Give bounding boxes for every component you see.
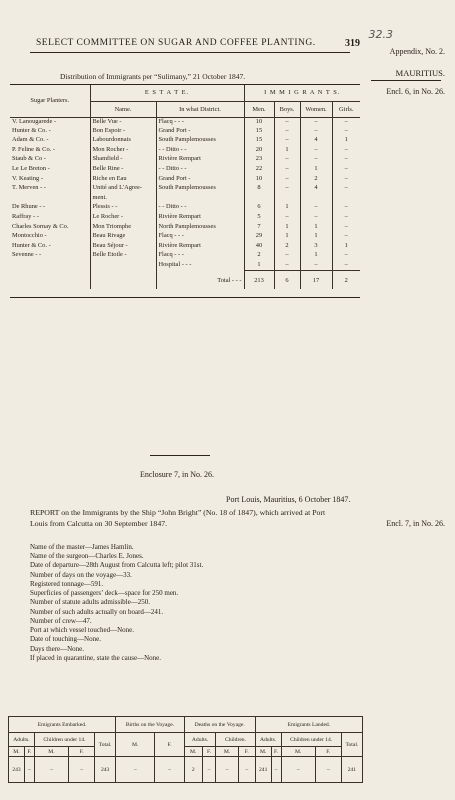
voyage-field: Name of the surgeon—Charles E. Jones. [30, 552, 144, 561]
boys-cell: 1 [274, 232, 300, 242]
men-cell: 1 [244, 261, 274, 271]
estate-name-cell: Plessis - - [90, 203, 156, 213]
sub-m: M. [34, 747, 68, 757]
men-cell: 10 [244, 175, 274, 185]
girls-cell: – [344, 164, 348, 172]
embarked-total: Total. [95, 733, 116, 757]
estate-name-cell: Unité and L'Agree- [90, 184, 156, 194]
district-cell [156, 194, 244, 204]
voyage-field: Date of touching—None. [30, 635, 101, 644]
section-divider [150, 455, 210, 456]
col-immigrants: I M M I G R A N T S. [244, 85, 360, 101]
distribution-row [10, 203, 360, 213]
sub-m: M. [184, 747, 202, 757]
men-cell [244, 194, 274, 204]
landed-adults: Adults. [255, 733, 281, 747]
women-cell: – [300, 127, 332, 137]
col-women: Women. [300, 101, 332, 117]
planter-cell: Sevenne - - [10, 251, 90, 261]
men-cell: 2 [244, 251, 274, 261]
girls-cell: – [344, 212, 348, 220]
men-cell: 15 [244, 136, 274, 146]
landing-value-cell: – [24, 757, 34, 783]
distribution-row [10, 194, 360, 204]
col-district: In what District. [156, 101, 244, 117]
distribution-row [10, 155, 360, 165]
boys-cell: – [274, 175, 300, 185]
landing-value-cell: – [271, 757, 281, 783]
women-cell: 1 [300, 165, 332, 175]
district-cell: - - Ditto - - [156, 146, 244, 156]
margin-colony: MAURITIUS. [395, 68, 445, 78]
embarked-children: Children under 14. [34, 733, 94, 747]
distribution-table-wrap [10, 84, 360, 290]
distribution-row [10, 232, 360, 242]
col-estate: E S T A T E. [90, 85, 244, 101]
planter-cell: De Rhune - - [10, 203, 90, 213]
voyage-field: Port at which vessel touched—None. [30, 626, 135, 635]
women-cell: – [300, 261, 332, 271]
col-men: Men. [244, 101, 274, 117]
landing-value-cell: – [202, 757, 216, 783]
landing-values-row [9, 757, 363, 783]
planter-cell: T. Merven - - [10, 184, 90, 194]
boys-cell: – [274, 155, 300, 165]
sub-f: F. [271, 747, 281, 757]
running-head: SELECT COMMITTEE ON SUGAR AND COFFEE PLANTING. [36, 38, 316, 48]
boys-cell: – [274, 184, 300, 194]
distribution-total-row [10, 271, 360, 289]
girls-cell: 1 [344, 241, 348, 249]
landed-children: Children under 14. [281, 733, 341, 747]
women-cell: 3 [300, 242, 332, 252]
handwritten-page-number: 32.3 [368, 28, 393, 41]
planter-cell: Raffray - - [10, 213, 90, 223]
group-embarked: Emigrants Embarked. [9, 717, 116, 733]
women-cell: 1 [300, 232, 332, 242]
distribution-row [10, 136, 360, 146]
estate-name-cell [90, 261, 156, 271]
voyage-field: Number of days on the voyage—33. [30, 570, 132, 579]
landing-value-cell: – [69, 757, 95, 783]
col-planters: Sugar Planters. [10, 85, 90, 117]
sub-m: M. [281, 747, 315, 757]
women-cell [300, 194, 332, 204]
men-cell: 7 [244, 223, 274, 233]
women-cell: 1 [300, 251, 332, 261]
total-boys: 6 [274, 271, 300, 289]
planter-cell: Hunter & Co. - [10, 242, 90, 252]
voyage-field: Number of such adults actually on board—241. [30, 607, 164, 616]
table-top-rule [10, 84, 360, 85]
landing-value-cell: – [155, 757, 184, 783]
sub-f: F. [238, 747, 255, 757]
boys-cell: – [274, 136, 300, 146]
planter-cell: Charles Sornay & Co. [10, 223, 90, 233]
estate-name-cell: Beau Rivage [90, 232, 156, 242]
boys-cell: – [274, 127, 300, 137]
sub-f: F. [69, 747, 95, 757]
planter-cell [10, 194, 90, 204]
men-cell: 23 [244, 155, 274, 165]
report-title: REPORT on the Immigrants by the Ship “John Bright” (No. 18 of 1847), which arrived at Port Louis from Calcutta on 30 September 1847. [30, 508, 326, 528]
planter-cell: P. Feline & Co. - [10, 146, 90, 156]
boys-cell: – [274, 213, 300, 223]
voyage-field: Date of departure—28th August from Calcutta left; pilot 31st. [30, 561, 204, 570]
margin-appendix: Appendix, No. 2. [389, 47, 445, 56]
births-m: M. [116, 733, 155, 757]
report-dateline: Port Louis, Mauritius, 6 October 1847. [226, 495, 351, 504]
distribution-row [10, 127, 360, 137]
women-cell: – [300, 213, 332, 223]
distribution-row [10, 165, 360, 175]
landing-value-cell: 241 [255, 757, 271, 783]
landing-value-cell: – [281, 757, 315, 783]
group-deaths: Deaths on the Voyage. [184, 717, 255, 733]
boys-cell: – [274, 117, 300, 127]
deaths-children: Children. [216, 733, 255, 747]
total-men: 213 [244, 271, 274, 289]
planter-cell: Adam & Co. - [10, 136, 90, 146]
sub-m: M. [9, 747, 25, 757]
estate-name-cell: Beau Séjour - [90, 242, 156, 252]
total-label: Total - - - [156, 271, 244, 289]
col-girls: Girls. [332, 101, 360, 117]
estate-name-cell: Le Rocher - [90, 213, 156, 223]
men-cell: 15 [244, 127, 274, 137]
planter-cell: Hunter & Co. - [10, 127, 90, 137]
estate-name-cell: Mon Rocher - [90, 146, 156, 156]
landing-value-cell: – [216, 757, 238, 783]
men-cell: 6 [244, 203, 274, 213]
voyage-field: Number of statute adults admissible—250. [30, 598, 150, 607]
landing-value-cell: 2 [184, 757, 202, 783]
landing-table-wrap [8, 716, 363, 783]
deaths-adults: Adults. [184, 733, 216, 747]
distribution-row [10, 175, 360, 185]
planter-cell: V. Lanougarede - [10, 117, 90, 127]
estate-name-cell: Bon Espoir - [90, 127, 156, 137]
girls-cell: – [344, 174, 348, 182]
landing-table [8, 716, 363, 783]
district-cell: Flacq - - - [156, 251, 244, 261]
girls-cell: – [344, 251, 348, 259]
margin-rule [371, 80, 441, 81]
men-cell: 40 [244, 242, 274, 252]
distribution-row [10, 117, 360, 127]
district-cell: Grand Port - [156, 127, 244, 137]
boys-cell [274, 194, 300, 204]
estate-name-cell: Belle Vue - [90, 117, 156, 127]
women-cell: – [300, 146, 332, 156]
girls-cell: – [344, 232, 348, 240]
district-cell: - - Ditto - - [156, 165, 244, 175]
boys-cell: 1 [274, 203, 300, 213]
distribution-rows [10, 117, 360, 289]
planter-cell [10, 261, 90, 271]
voyage-field: If placed in quarantine, state the cause—None. [30, 653, 162, 662]
col-name: Name. [90, 101, 156, 117]
girls-cell [332, 194, 360, 204]
men-cell: 20 [244, 146, 274, 156]
group-landed: Emigrants Landed. [255, 717, 362, 733]
landing-value-cell: – [315, 757, 341, 783]
district-cell: Flacq - - - [156, 232, 244, 242]
distribution-row [10, 184, 360, 194]
landing-value-cell: – [116, 757, 155, 783]
men-cell: 29 [244, 232, 274, 242]
girls-cell: – [344, 260, 348, 268]
district-cell: North Pamplemousses [156, 223, 244, 233]
women-cell: 1 [300, 223, 332, 233]
voyage-fields [30, 543, 203, 663]
estate-name-cell: ment. [90, 194, 156, 204]
planter-cell: V. Keating - [10, 175, 90, 185]
district-cell: Grand Port - [156, 175, 244, 185]
district-cell: Rivière Rempart [156, 242, 244, 252]
embarked-adults: Adults. [9, 733, 35, 747]
men-cell: 10 [244, 117, 274, 127]
estate-name-cell: Labourdonnais [90, 136, 156, 146]
men-cell: 22 [244, 165, 274, 175]
girls-cell: – [344, 117, 348, 125]
margin-encl-7: Encl. 7, in No. 26. [386, 519, 445, 528]
col-boys: Boys. [274, 101, 300, 117]
boys-cell: – [274, 165, 300, 175]
district-cell: - - Ditto - - [156, 203, 244, 213]
landed-total: Total. [341, 733, 362, 757]
voyage-field: Days there—None. [30, 644, 85, 653]
men-cell: 5 [244, 213, 274, 223]
distribution-row [10, 261, 360, 271]
sub-m: M. [255, 747, 271, 757]
births-f: F. [155, 733, 184, 757]
district-cell: South Pamplemousses [156, 184, 244, 194]
landing-value-cell: – [34, 757, 68, 783]
distribution-row [10, 223, 360, 233]
estate-name-cell: Mon Triomphe [90, 223, 156, 233]
girls-cell: – [344, 155, 348, 163]
women-cell: – [300, 117, 332, 127]
boys-cell: 1 [274, 146, 300, 156]
estate-name-cell: Belle Etoile - [90, 251, 156, 261]
total-girls: 2 [332, 271, 360, 289]
boys-cell: – [274, 251, 300, 261]
distribution-row [10, 242, 360, 252]
enclosure-heading: Enclosure 7, in No. 26. [140, 470, 214, 479]
landing-value-cell: 243 [9, 757, 25, 783]
estate-name-cell: Belle Rine - [90, 165, 156, 175]
planter-cell: Staub & Co - [10, 155, 90, 165]
estate-name-cell: Riche en Eau [90, 175, 156, 185]
group-births: Births on the Voyage. [116, 717, 185, 733]
women-cell: 4 [300, 184, 332, 194]
table-bottom-rule [10, 297, 360, 298]
page-number: 319 [345, 38, 360, 49]
planter-cell: Montocchio - [10, 232, 90, 242]
girls-cell: 1 [344, 136, 348, 144]
total-blank [10, 271, 90, 289]
distribution-row [10, 213, 360, 223]
voyage-field: Superficies of passengers’ deck—space for 250 men. [30, 589, 179, 598]
boys-cell: 2 [274, 242, 300, 252]
girls-cell: – [344, 145, 348, 153]
voyage-field: Name of the master—James Hamlin. [30, 543, 134, 551]
district-cell: Rivière Rempart [156, 213, 244, 223]
sub-m: M. [216, 747, 238, 757]
district-cell: Hospital - - - [156, 261, 244, 271]
women-cell: 4 [300, 136, 332, 146]
distribution-row [10, 251, 360, 261]
distribution-title: Distribution of Immigrants per “Sulimany,” 21 October 1847. [60, 72, 246, 81]
header-rule [30, 52, 350, 53]
sub-f: F. [24, 747, 34, 757]
district-cell: Rivière Rempart [156, 155, 244, 165]
men-cell: 8 [244, 184, 274, 194]
voyage-field: Number of crew—47. [30, 616, 92, 625]
girls-cell: – [344, 203, 348, 211]
girls-cell: – [344, 184, 348, 192]
women-cell: 2 [300, 175, 332, 185]
women-cell: – [300, 203, 332, 213]
landing-value-cell: 243 [95, 757, 116, 783]
planter-cell: Le Le Breton - [10, 165, 90, 175]
voyage-field: Registered tonnage—591. [30, 579, 104, 588]
district-cell: South Pamplemousses [156, 136, 244, 146]
district-cell: Flacq - - - [156, 117, 244, 127]
margin-encl-6: Encl. 6, in No. 26. [386, 87, 445, 96]
distribution-row [10, 146, 360, 156]
women-cell: – [300, 155, 332, 165]
total-women: 17 [300, 271, 332, 289]
sub-f: F. [202, 747, 216, 757]
estate-name-cell: Shamfield - [90, 155, 156, 165]
landing-value-cell: – [238, 757, 255, 783]
girls-cell: – [344, 126, 348, 134]
distribution-table [10, 85, 360, 289]
boys-cell: 1 [274, 223, 300, 233]
girls-cell: – [344, 222, 348, 230]
total-blank [90, 271, 156, 289]
sub-f: F. [315, 747, 341, 757]
boys-cell: – [274, 261, 300, 271]
landing-value-cell: 241 [341, 757, 362, 783]
